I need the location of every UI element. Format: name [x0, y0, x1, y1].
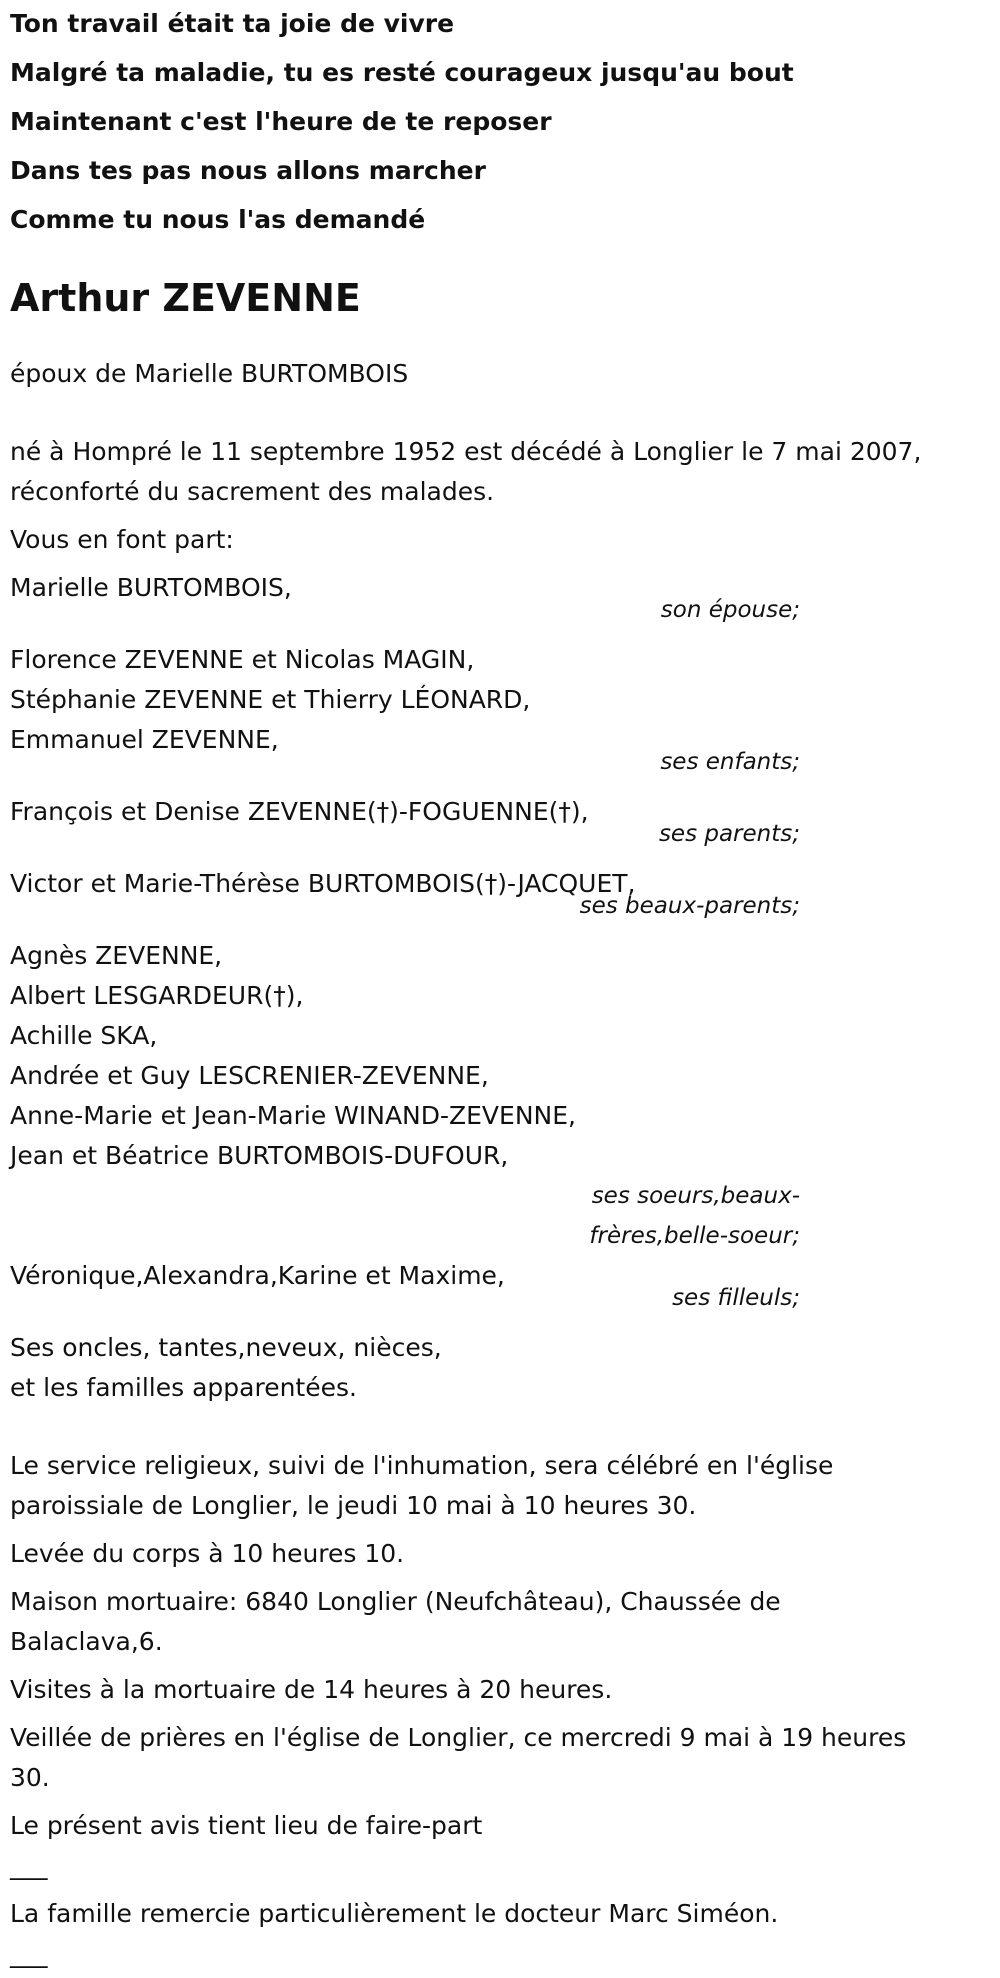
- separator: ___: [10, 1851, 48, 1880]
- veillee-line-1: Veillée de prières en l'église de Longlier, ce mercredi 9 mai à 19 heures: [10, 1723, 907, 1752]
- service-line-1: Le service religieux, suivi de l'inhumation, sera célébré en l'église: [10, 1451, 834, 1480]
- family-line: Stéphanie ZEVENNE et Thierry LÉONARD,: [10, 685, 531, 714]
- levee-line: Levée du corps à 10 heures 10.: [10, 1539, 405, 1568]
- deceased-name: Arthur ZEVENNE: [10, 276, 361, 320]
- faire-part-line: Le présent avis tient lieu de faire-part: [10, 1811, 483, 1840]
- family-line: Marielle BURTOMBOIS,: [10, 573, 292, 602]
- maison-line-2: Balaclava,6.: [10, 1627, 163, 1656]
- spouse-line: époux de Marielle BURTOMBOIS: [10, 359, 409, 388]
- family-line: Anne-Marie et Jean-Marie WINAND-ZEVENNE,: [10, 1101, 576, 1130]
- service-line-2: paroissiale de Longlier, le jeudi 10 mai à 10 heures 30.: [10, 1491, 697, 1520]
- veillee: [10, 1718, 907, 1798]
- poem-line-4: Dans tes pas nous allons marcher: [10, 156, 486, 185]
- poem-line-5: Comme tu nous l'as demandé: [10, 205, 426, 234]
- family-line: Achille SKA,: [10, 1021, 158, 1050]
- birth-line-2: réconforté du sacrement des malades.: [10, 477, 495, 506]
- visites-line: Visites à la mortuaire de 14 heures à 20 heures.: [10, 1675, 613, 1704]
- family-role: ses soeurs,beaux-: [591, 1183, 800, 1209]
- family-role: ses filleuls;: [672, 1285, 800, 1311]
- relatives-line-1: Ses oncles, tantes,neveux, nièces,: [10, 1333, 442, 1362]
- birth-line-1: né à Hompré le 11 septembre 1952 est décédé à Longlier le 7 mai 2007,: [10, 437, 922, 466]
- maison-mortuaire: [10, 1582, 800, 1662]
- family-line: Jean et Béatrice BURTOMBOIS-DUFOUR,: [10, 1141, 509, 1170]
- family-line: Florence ZEVENNE et Nicolas MAGIN,: [10, 645, 475, 674]
- family-group-children: [10, 640, 800, 782]
- poem: [10, 0, 800, 244]
- poem-line-2: Malgré ta maladie, tu es resté courageux jusqu'au bout: [10, 58, 794, 87]
- family-role-continued: frères,belle-soeur;: [589, 1223, 800, 1249]
- poem-line-3: Maintenant c'est l'heure de te reposer: [10, 107, 552, 136]
- family-group-parents: [10, 792, 800, 854]
- relatives: [10, 1328, 800, 1408]
- separator: ___: [10, 1939, 48, 1968]
- family-group-godchildren: [10, 1256, 800, 1318]
- family-line: Victor et Marie-Thérèse BURTOMBOIS(†)-JACQUET,: [10, 869, 636, 898]
- family-line: Andrée et Guy LESCRENIER-ZEVENNE,: [10, 1061, 489, 1090]
- thanks-line: La famille remercie particulièrement le docteur Marc Siméon.: [10, 1899, 779, 1928]
- relatives-line-2: et les familles apparentées.: [10, 1373, 357, 1402]
- birth-death-info: [10, 432, 922, 512]
- family-line: Véronique,Alexandra,Karine et Maxime,: [10, 1261, 505, 1290]
- announce-line: Vous en font part:: [10, 525, 234, 554]
- family-group-siblings: [10, 936, 800, 1256]
- family-role: ses enfants;: [660, 749, 800, 775]
- poem-line-1: Ton travail était ta joie de vivre: [10, 9, 455, 38]
- family-line: François et Denise ZEVENNE(†)-FOGUENNE(†),: [10, 797, 589, 826]
- family-role: ses parents;: [658, 821, 800, 847]
- family-group-spouse: [10, 568, 800, 630]
- family-line: Albert LESGARDEUR(†),: [10, 981, 304, 1010]
- family-line: Emmanuel ZEVENNE,: [10, 725, 279, 754]
- maison-line-1: Maison mortuaire: 6840 Longlier (Neufchâteau), Chaussée de: [10, 1587, 781, 1616]
- veillee-line-2: 30.: [10, 1763, 50, 1792]
- family-role: son épouse;: [660, 597, 800, 623]
- family-group-parents-in-law: [10, 864, 800, 926]
- family-role: ses beaux-parents;: [579, 893, 800, 919]
- service-info: [10, 1446, 834, 1526]
- family-line: Agnès ZEVENNE,: [10, 941, 223, 970]
